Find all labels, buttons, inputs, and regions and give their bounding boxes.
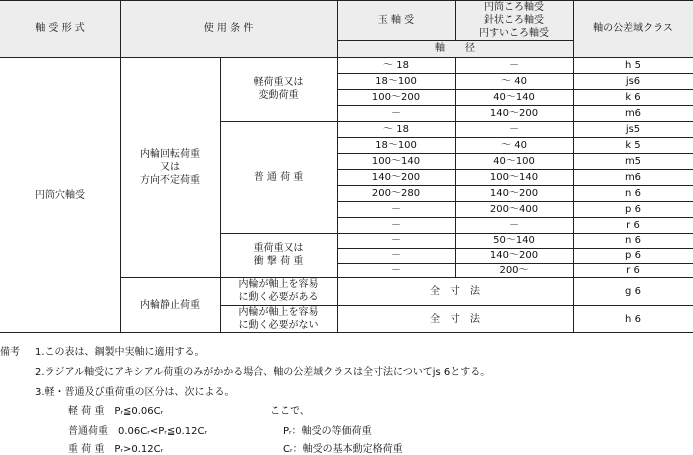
row-ball-dia: 200～280: [371, 187, 421, 199]
header-shaft-diameter: 軸 径: [435, 43, 475, 54]
row-tolerance-class: m5: [624, 155, 642, 167]
rule-line: [120, 277, 693, 278]
note-pr-definition: Pᵣ：軸受の等価荷重: [283, 426, 372, 437]
col-line: [120, 0, 121, 333]
table-bottom-border: [0, 332, 693, 333]
note-cr-definition: Cᵣ：軸受の基本動定格荷重: [283, 444, 403, 455]
row-ball-dia: 100～140: [371, 155, 421, 167]
static-all-sizes: 全 寸 法: [430, 313, 480, 325]
note-here: ここで、: [270, 406, 310, 417]
rule-line: [337, 153, 693, 154]
table-top-border: [0, 0, 693, 1]
row-ball-dia: ～ 18: [383, 123, 409, 135]
row-roller-dia: 200～: [499, 264, 529, 276]
rule-line: [337, 73, 693, 74]
row-roller-dia: ～ 40: [501, 75, 527, 87]
row-ball-dia: －: [391, 107, 401, 119]
rotating-load-label: 内輪回転荷重 又は 方向不定荷重: [140, 148, 200, 186]
row-roller-dia: 100～140: [489, 171, 539, 183]
row-roller-dia: 40～100: [493, 155, 535, 167]
header-ball-bearing: 玉 軸 受: [377, 14, 415, 26]
note-3: 3.軽・普通及び重荷重の区分は、次による。: [35, 387, 235, 398]
row-ball-dia: ～ 18: [383, 59, 409, 71]
row-ball-dia: －: [391, 235, 401, 246]
row-ball-dia: 140～200: [371, 171, 421, 183]
row-ball-dia: 18～100: [375, 75, 417, 87]
row-roller-dia: 140～200: [489, 187, 539, 199]
row-tolerance-class: k 6: [625, 91, 641, 103]
rule-line: [337, 137, 693, 138]
rule-line: [337, 248, 693, 249]
row-tolerance-class: r 6: [626, 264, 640, 276]
rule-line: [220, 121, 693, 122]
rule-line: [337, 169, 693, 170]
row-tolerance-class: k 5: [625, 139, 641, 151]
row-tolerance-class: p 6: [625, 250, 641, 261]
row-ball-dia: 100～200: [371, 91, 421, 103]
rule-line: [337, 217, 693, 218]
row-roller-dia: －: [509, 59, 519, 71]
row-tolerance-class: m6: [624, 171, 642, 183]
note-normal-load: 普通荷重 0.06Cᵣ<Pᵣ≦0.12Cᵣ: [68, 426, 208, 437]
header-bottom-border: [0, 57, 693, 58]
row-roller-dia: 200～400: [489, 203, 539, 215]
rule-line: [337, 105, 693, 106]
row-tolerance-class: n 6: [625, 235, 641, 246]
col-line: [220, 57, 221, 333]
row-tolerance-class: g 6: [625, 285, 641, 297]
bearing-type-label: 円筒穴軸受: [35, 189, 85, 201]
static-all-sizes: 全 寸 法: [430, 285, 480, 297]
header-tolerance-class: 軸の公差域クラス: [593, 23, 673, 34]
note-light-load: 軽 荷 重 Pᵣ≦0.06Cᵣ: [68, 406, 164, 417]
col-line: [455, 57, 456, 277]
row-tolerance-class: n 6: [625, 187, 641, 199]
col-line: [573, 0, 574, 333]
row-tolerance-class: js6: [625, 75, 641, 87]
row-tolerance-class: r 6: [626, 219, 640, 231]
load-light: 軽荷重又は 変動荷重: [253, 77, 304, 101]
static-condition-movable: 内輪が軸上を容易 に動く必要がある: [238, 279, 319, 303]
load-heavy: 重荷重又は 衝 撃 荷 重: [253, 243, 304, 267]
load-normal: 普 通 荷 重: [253, 171, 304, 183]
rule-line: [220, 305, 693, 306]
rule-line: [337, 201, 693, 202]
static-condition-fixed: 内輪が軸上を容易 に動く必要がない: [238, 307, 319, 331]
row-roller-dia: ～ 40: [501, 139, 527, 151]
row-tolerance-class: h 5: [625, 59, 641, 71]
row-ball-dia: －: [391, 203, 401, 215]
row-roller-dia: 50～140: [493, 235, 535, 246]
col-line: [455, 0, 456, 40]
row-roller-dia: 140～200: [489, 107, 539, 119]
row-ball-dia: 18～100: [375, 139, 417, 151]
rule-line: [337, 185, 693, 186]
row-roller-dia: －: [509, 123, 519, 135]
row-ball-dia: －: [391, 219, 401, 231]
row-tolerance-class: h 6: [625, 313, 641, 325]
header-roller-bearing: 円筒ころ軸受 針状ころ軸受 円すいころ軸受: [479, 1, 549, 39]
rule-line: [220, 233, 693, 234]
rule-line: [337, 40, 573, 41]
note-1: 1.この表は、鋼製中実軸に適用する。: [35, 347, 205, 358]
note-2: 2.ラジアル軸受にアキシアル荷重のみがかかる場合、軸の公差域クラスは全寸法についてjs 6とする。: [35, 367, 491, 378]
static-load-label: 内輪静止荷重: [140, 299, 200, 311]
header-bearing-type: 軸 受 形 式: [35, 23, 85, 34]
row-tolerance-class: js5: [625, 123, 641, 135]
note-heavy-load: 重 荷 重 Pᵣ>0.12Cᵣ: [68, 444, 164, 455]
row-roller-dia: 40～140: [493, 91, 535, 103]
row-ball-dia: －: [391, 250, 401, 261]
header-conditions: 使 用 条 件: [203, 23, 254, 34]
rule-line: [337, 89, 693, 90]
col-line: [337, 0, 338, 333]
notes-heading: 備考: [0, 347, 20, 358]
row-tolerance-class: p 6: [625, 203, 641, 215]
row-ball-dia: －: [391, 264, 401, 276]
row-roller-dia: 140～200: [489, 250, 539, 261]
row-roller-dia: －: [509, 219, 519, 231]
rule-line: [337, 263, 693, 264]
row-tolerance-class: m6: [624, 107, 642, 119]
